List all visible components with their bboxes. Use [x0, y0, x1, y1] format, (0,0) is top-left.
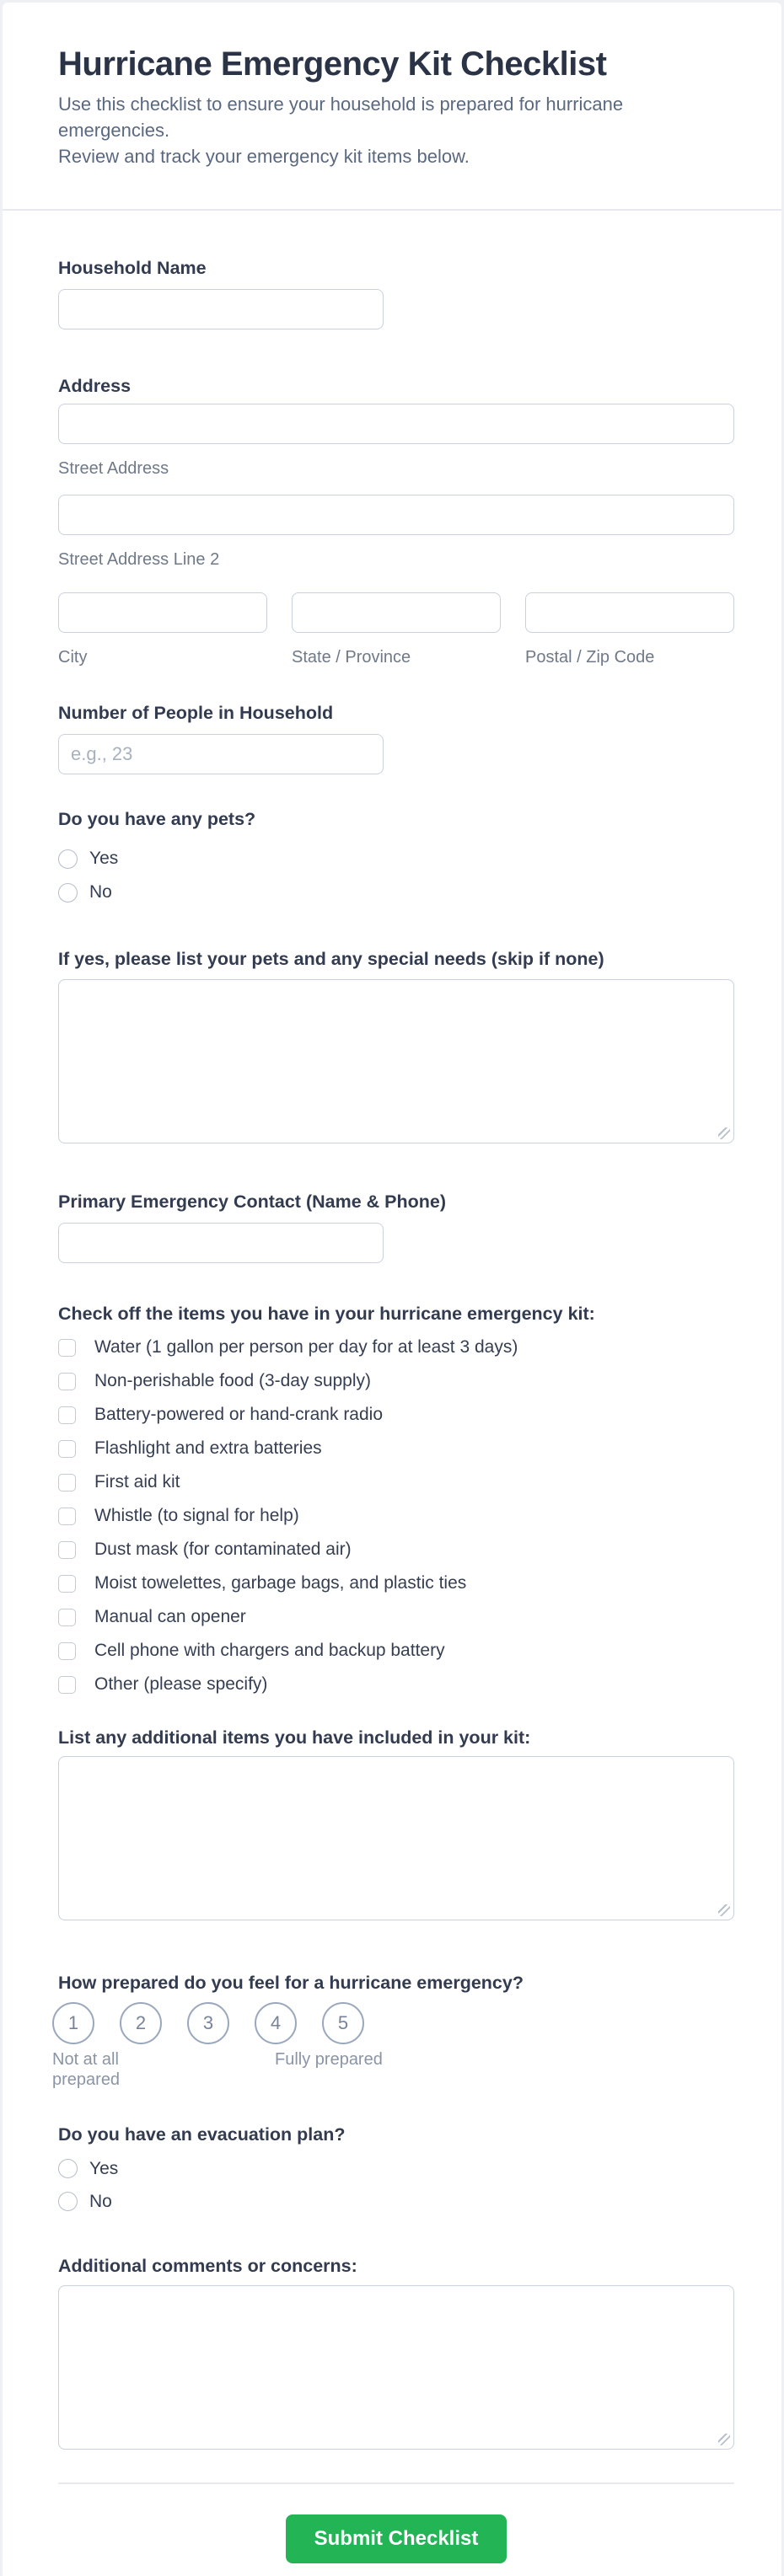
kit-item-other[interactable]: [58, 1668, 734, 1701]
kit-item-label: First aid kit: [94, 1472, 180, 1492]
evacuation-options: [58, 2152, 734, 2218]
emergency-contact-label: Primary Emergency Contact (Name & Phone): [58, 1192, 446, 1212]
pets-list-textarea[interactable]: [58, 979, 734, 1143]
radio-icon[interactable]: [58, 849, 78, 869]
pets-option-yes-label: Yes: [89, 849, 119, 868]
radio-icon[interactable]: [58, 2192, 78, 2211]
preparedness-scale: [52, 2002, 734, 2044]
form-header: [3, 3, 781, 211]
section-people-count: [58, 700, 734, 774]
checkbox-icon[interactable]: [58, 1541, 76, 1559]
comments-label: Additional comments or concerns:: [58, 2256, 357, 2276]
address-city-state-zip-row: [58, 592, 734, 668]
additional-items-textarea-wrap: [58, 1756, 734, 1920]
preparedness-scale-labels: [52, 2049, 734, 2091]
section-evacuation-plan: [58, 2122, 734, 2218]
form-footer: [58, 2482, 734, 2563]
page-title: Hurricane Emergency Kit Checklist: [58, 46, 607, 83]
state-sublabel: State / Province: [292, 648, 411, 667]
kit-item-label: Flashlight and extra batteries: [94, 1438, 322, 1458]
pets-question-label: Do you have any pets?: [58, 809, 256, 829]
pets-list-label: If yes, please list your pets and any special needs (skip if none): [58, 949, 604, 969]
city-input[interactable]: [58, 592, 267, 633]
address-label: Address: [58, 376, 132, 396]
kit-item-label: Moist towelettes, garbage bags, and plastic ties: [94, 1573, 467, 1593]
evacuation-option-yes[interactable]: [58, 2152, 734, 2185]
pets-list-textarea-wrap: [58, 979, 734, 1143]
kit-item-flashlight[interactable]: [58, 1432, 734, 1465]
kit-item-whistle[interactable]: [58, 1499, 734, 1533]
kit-item-label: Battery-powered or hand-crank radio: [94, 1405, 384, 1424]
section-additional-items: [58, 1725, 734, 1920]
kit-item-towelettes[interactable]: [58, 1566, 734, 1600]
pets-option-yes[interactable]: [58, 842, 734, 876]
household-name-input[interactable]: [58, 289, 384, 329]
submit-button[interactable]: Submit Checklist: [286, 2514, 507, 2563]
city-sublabel: City: [58, 648, 88, 667]
kit-item-food[interactable]: [58, 1364, 734, 1398]
checkbox-icon[interactable]: [58, 1339, 76, 1357]
kit-item-label: Water (1 gallon per person per day for at least 3 days): [94, 1337, 518, 1357]
zip-input[interactable]: [525, 592, 734, 633]
comments-textarea-wrap: [58, 2285, 734, 2450]
street-address-line2-sublabel: Street Address Line 2: [58, 550, 220, 569]
evacuation-option-no[interactable]: [58, 2185, 734, 2218]
checkbox-icon[interactable]: [58, 1373, 76, 1390]
checkbox-icon[interactable]: [58, 1676, 76, 1694]
resize-grip-icon[interactable]: [718, 1904, 730, 1916]
evacuation-option-no-label: No: [89, 2191, 112, 2211]
kit-item-label: Cell phone with chargers and backup battery: [94, 1641, 445, 1660]
kit-item-label: Non-perishable food (3-day supply): [94, 1371, 372, 1390]
page-subtitle-line-1: Use this checklist to ensure your household is prepared for hurricane emergencies.: [58, 94, 624, 141]
pets-options: [58, 842, 734, 909]
scale-option-3[interactable]: 3: [187, 2002, 229, 2044]
pets-option-no[interactable]: [58, 876, 734, 909]
checkbox-icon[interactable]: [58, 1508, 76, 1525]
street-address-input[interactable]: [58, 404, 734, 444]
kit-item-label: Manual can opener: [94, 1607, 246, 1626]
checkbox-icon[interactable]: [58, 1609, 76, 1626]
checkbox-icon[interactable]: [58, 1642, 76, 1660]
kit-item-first-aid[interactable]: [58, 1465, 734, 1499]
street-address-sublabel: Street Address: [58, 459, 169, 478]
section-comments: [58, 2253, 734, 2450]
state-column: [292, 592, 501, 668]
section-household-name: [58, 255, 734, 329]
scale-min-label-line-2: prepared: [52, 2070, 121, 2089]
section-kit-checklist: [58, 1301, 734, 1701]
street-address-line2-input[interactable]: [58, 495, 734, 535]
scale-max-label: Fully prepared: [275, 2050, 383, 2069]
kit-item-label: Whistle (to signal for help): [94, 1506, 299, 1525]
city-column: [58, 592, 267, 668]
checkbox-icon[interactable]: [58, 1406, 76, 1424]
section-address: [58, 373, 734, 668]
scale-min-label: [52, 2049, 153, 2090]
kit-item-cell-phone[interactable]: [58, 1634, 734, 1668]
comments-textarea[interactable]: [58, 2285, 734, 2450]
kit-item-water[interactable]: [58, 1331, 734, 1364]
additional-items-textarea[interactable]: [58, 1756, 734, 1920]
radio-icon[interactable]: [58, 883, 78, 902]
people-count-input[interactable]: [58, 734, 384, 774]
form-body: [3, 211, 781, 2563]
zip-sublabel: Postal / Zip Code: [525, 648, 655, 667]
scale-min-label-line-1: Not at all: [52, 2050, 119, 2069]
zip-column: [525, 592, 734, 668]
section-pets-list: [58, 946, 734, 1143]
checkbox-icon[interactable]: [58, 1575, 76, 1593]
state-input[interactable]: [292, 592, 501, 633]
kit-checklist-items: [58, 1331, 734, 1701]
kit-item-radio[interactable]: [58, 1398, 734, 1432]
kit-item-can-opener[interactable]: [58, 1600, 734, 1634]
preparedness-label: How prepared do you feel for a hurricane emergency?: [58, 1973, 524, 1993]
scale-option-1[interactable]: 1: [52, 2002, 94, 2044]
checkbox-icon[interactable]: [58, 1474, 76, 1492]
form-card: [3, 3, 781, 2576]
evacuation-question-label: Do you have an evacuation plan?: [58, 2124, 346, 2145]
kit-checklist-label: Check off the items you have in your hurricane emergency kit:: [58, 1304, 595, 1324]
emergency-contact-input[interactable]: [58, 1223, 384, 1263]
resize-grip-icon[interactable]: [718, 1127, 730, 1139]
checkbox-icon[interactable]: [58, 1440, 76, 1458]
household-name-label: Household Name: [58, 258, 207, 278]
kit-item-label: Dust mask (for contaminated air): [94, 1540, 352, 1559]
people-count-label: Number of People in Household: [58, 703, 334, 723]
section-emergency-contact: [58, 1189, 734, 1263]
page-subtitle-line-2: Review and track your emergency kit items below.: [58, 146, 470, 167]
additional-items-label: List any additional items you have included in your kit:: [58, 1727, 531, 1748]
resize-grip-icon[interactable]: [718, 2434, 730, 2445]
radio-icon[interactable]: [58, 2159, 78, 2178]
kit-item-dust-mask[interactable]: [58, 1533, 734, 1566]
pets-option-no-label: No: [89, 882, 112, 902]
scale-option-5[interactable]: 5: [322, 2002, 364, 2044]
scale-option-2[interactable]: 2: [120, 2002, 162, 2044]
section-pets: [58, 806, 734, 909]
kit-item-label: Other (please specify): [94, 1674, 268, 1694]
evacuation-option-yes-label: Yes: [89, 2158, 119, 2178]
scale-option-4[interactable]: 4: [255, 2002, 297, 2044]
section-preparedness-scale: [52, 1970, 734, 2091]
page-subtitle: [58, 91, 734, 169]
